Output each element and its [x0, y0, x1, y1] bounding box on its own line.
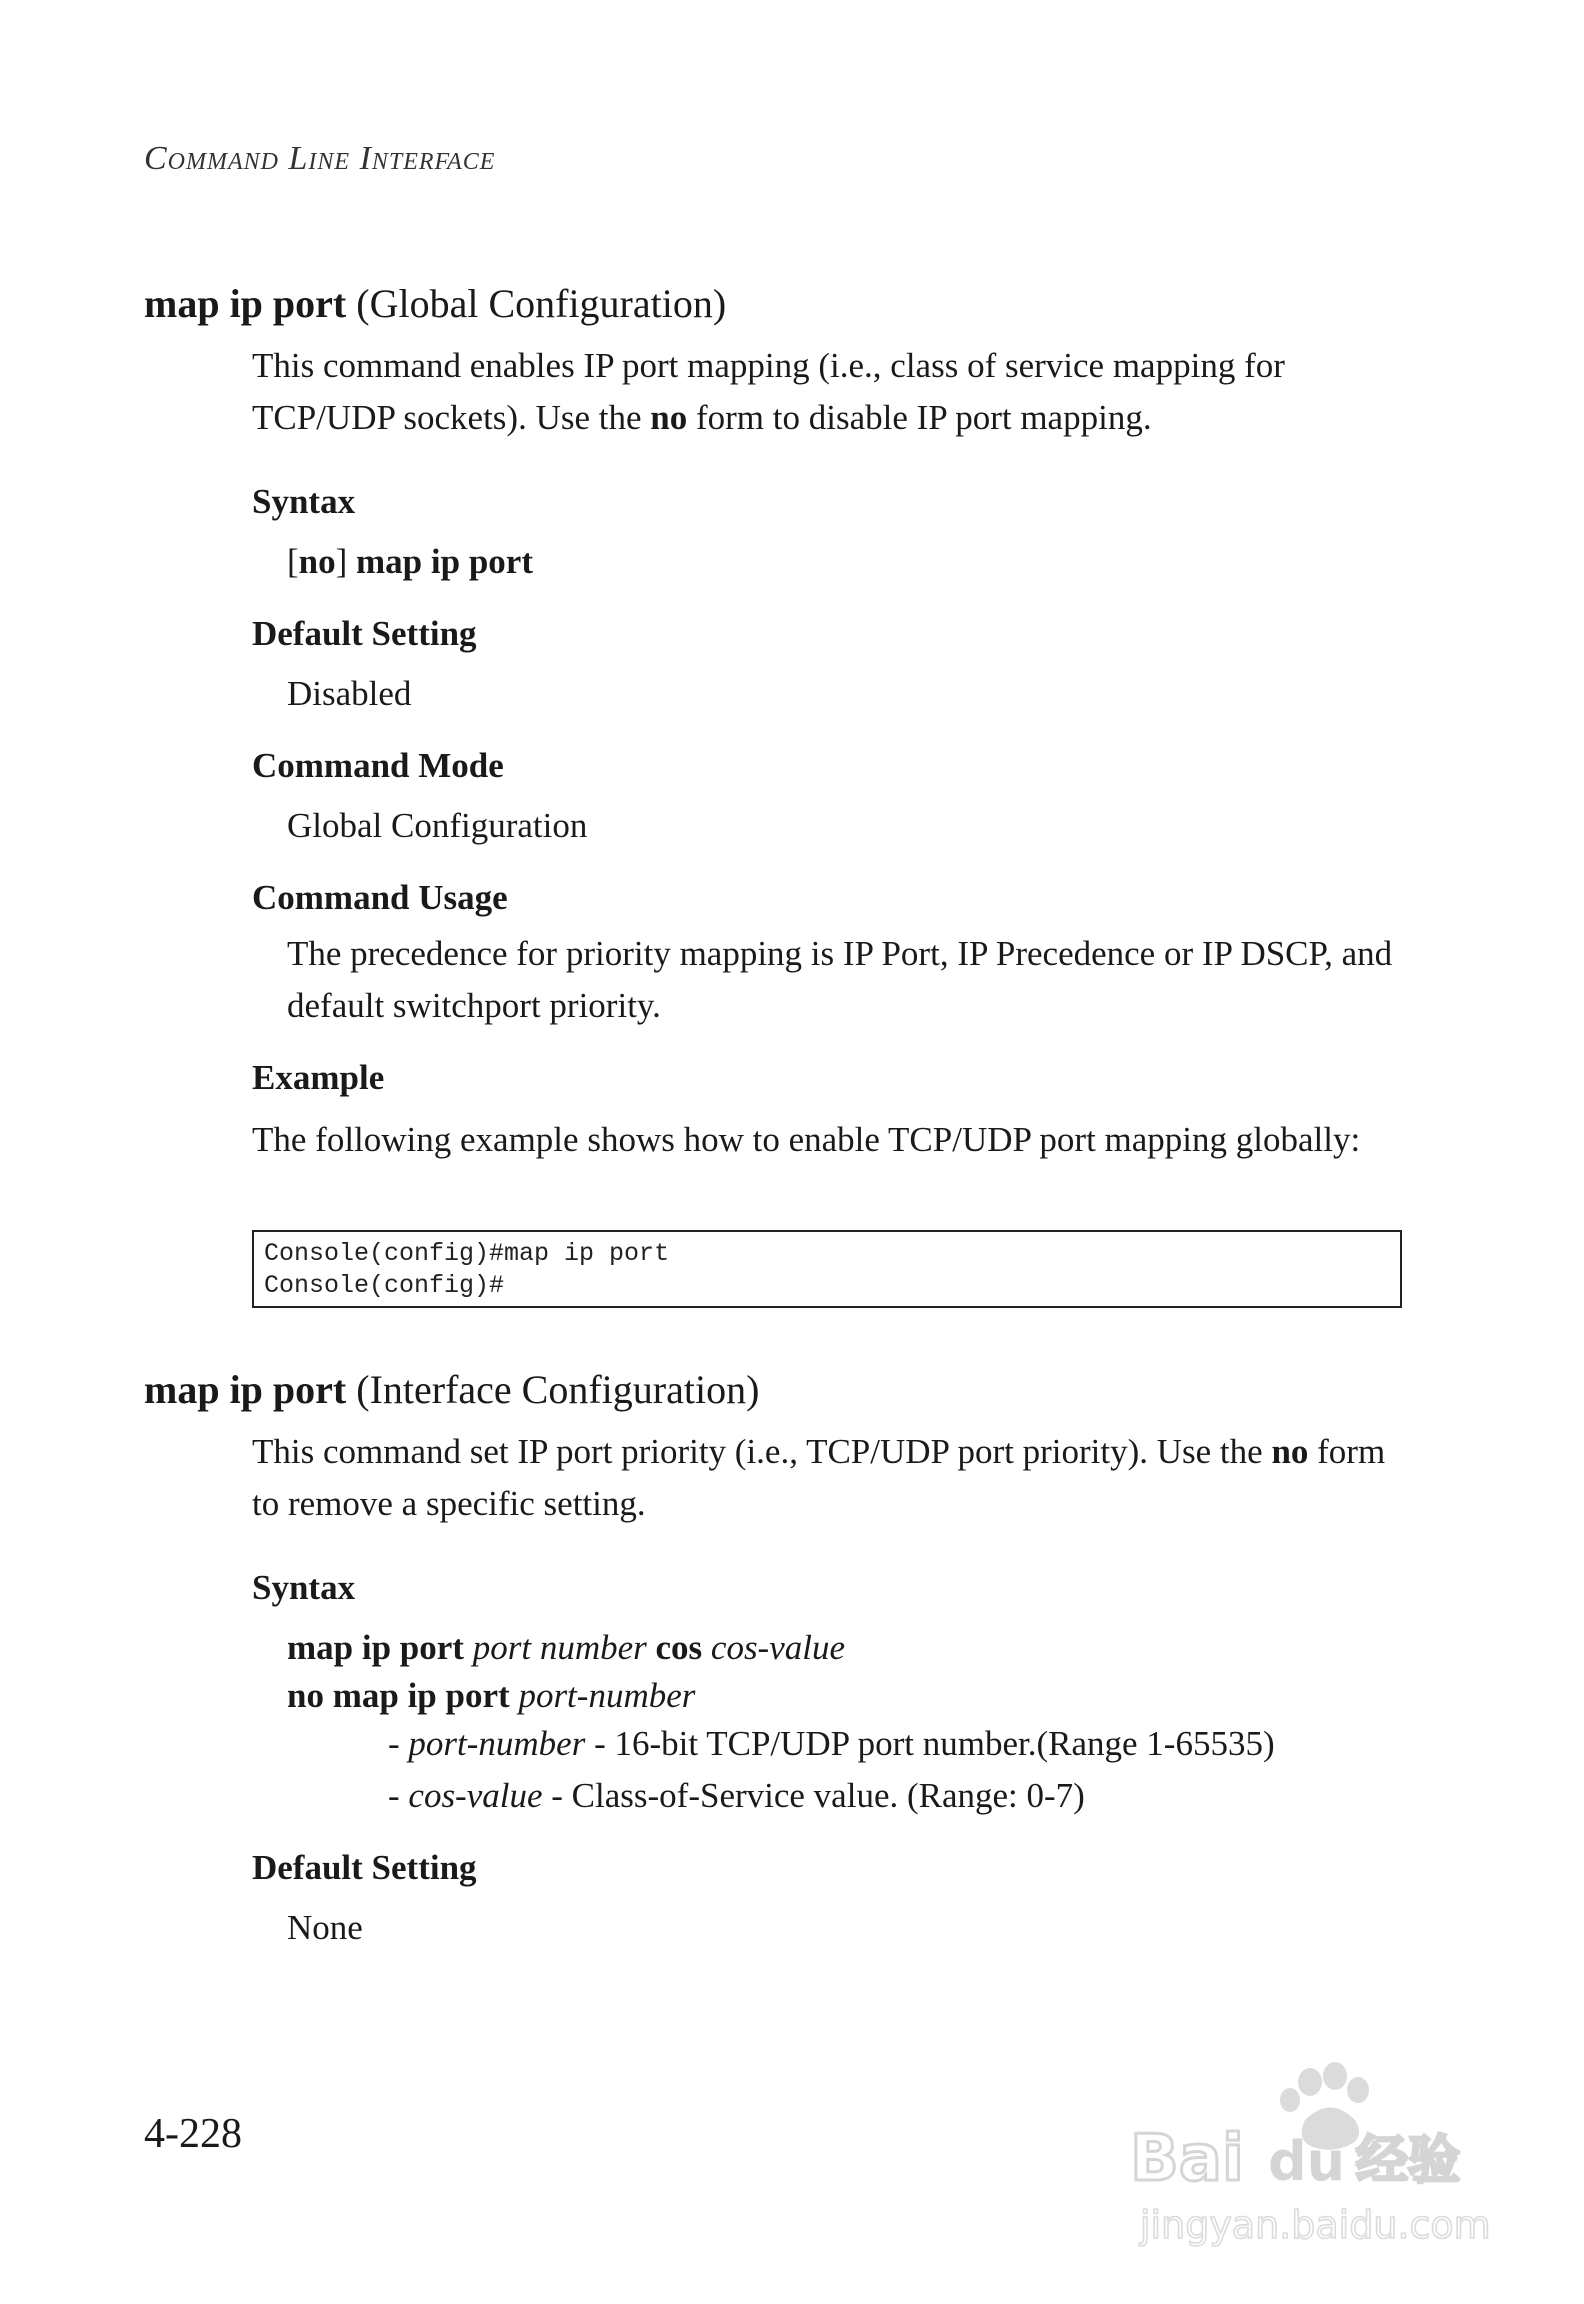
section1-usage-label: Command Usage — [252, 878, 508, 917]
section1-description — [252, 340, 1402, 444]
section1-heading — [144, 280, 726, 327]
param-dash: - — [388, 1724, 409, 1763]
syntax1-command: map ip port — [287, 1628, 473, 1667]
syntax1-cos: cos — [646, 1628, 711, 1667]
syntax-bracket-open: [ — [287, 542, 299, 581]
param-name: cos-value — [408, 1776, 543, 1815]
running-header: Command Line Interface — [144, 140, 496, 177]
svg-text:经验: 经验 — [1356, 2131, 1461, 2191]
section1-description-text: This command enables IP port mapping (i.e., class of service mapping for TCP/UDP sockets). Use the — [252, 346, 1285, 437]
section2-heading-command: map ip port — [144, 1367, 347, 1412]
param-description: - 16-bit TCP/UDP port number.(Range 1-65535) — [585, 1724, 1275, 1763]
section1-syntax-value — [287, 542, 533, 582]
syntax2-arg-port: port-number — [518, 1676, 696, 1715]
svg-text:jingyan.baidu.com: jingyan.baidu.com — [1140, 2203, 1490, 2247]
section1-default-value: Disabled — [287, 674, 412, 713]
section1-heading-command: map ip port — [144, 281, 347, 326]
section1-code-block — [252, 1230, 1402, 1308]
section2-description-text-end: form to remove a specific setting. — [252, 1432, 1386, 1523]
syntax1-arg-cos: cos-value — [710, 1628, 846, 1667]
section1-mode-value: Global Configuration — [287, 806, 588, 845]
syntax-bracket-close: ] — [335, 542, 348, 581]
syntax1-arg-port: port number — [472, 1628, 647, 1667]
section2-syntax-line1 — [287, 1628, 845, 1668]
section1-example-text: The following example shows how to enable TCP/UDP port mapping globally: — [252, 1120, 1361, 1159]
param-description: - Class-of-Service value. (Range: 0-7) — [542, 1776, 1085, 1815]
section1-usage-text: The precedence for priority mapping is IP Port, IP Precedence or IP DSCP, and default switchport priority. — [287, 934, 1393, 1025]
section1-default-label: Default Setting — [252, 614, 477, 653]
svg-text:Bai: Bai — [1130, 2122, 1244, 2196]
param-item — [388, 1776, 1085, 1816]
param-item — [388, 1724, 1275, 1764]
section1-description-text-end: form to disable IP port mapping. — [687, 398, 1152, 437]
param-name: port-number — [408, 1724, 586, 1763]
section2-description-no: no — [1271, 1432, 1309, 1471]
baidu-watermark-logo — [1120, 2060, 1490, 2250]
section2-default-value: None — [287, 1908, 363, 1947]
section2-heading — [144, 1366, 759, 1413]
page-number: 4-228 — [144, 2111, 242, 2157]
section1-mode-label: Command Mode — [252, 746, 504, 785]
section1-description-no: no — [650, 398, 688, 437]
section1-example-label: Example — [252, 1058, 385, 1097]
section2-heading-mode: (Interface Configuration) — [346, 1367, 760, 1412]
code-line: Console(config)#map ip port — [264, 1239, 670, 1268]
syntax-no: no — [298, 542, 336, 581]
section2-syntax-line2 — [287, 1676, 695, 1716]
param-dash: - — [388, 1776, 409, 1815]
syntax2-command: no map ip port — [287, 1676, 519, 1715]
paw-icon — [1120, 2060, 1490, 2250]
section2-syntax-label: Syntax — [252, 1568, 356, 1607]
section1-heading-mode: (Global Configuration) — [346, 281, 727, 326]
code-line: Console(config)# — [264, 1271, 505, 1300]
section2-description-text: This command set IP port priority (i.e., TCP/UDP port priority). Use the — [252, 1432, 1272, 1471]
section1-syntax-label: Syntax — [252, 482, 356, 521]
svg-text:du: du — [1268, 2130, 1346, 2193]
section2-default-label: Default Setting — [252, 1848, 477, 1887]
syntax-command: map ip port — [347, 542, 533, 581]
section2-description — [252, 1426, 1402, 1530]
